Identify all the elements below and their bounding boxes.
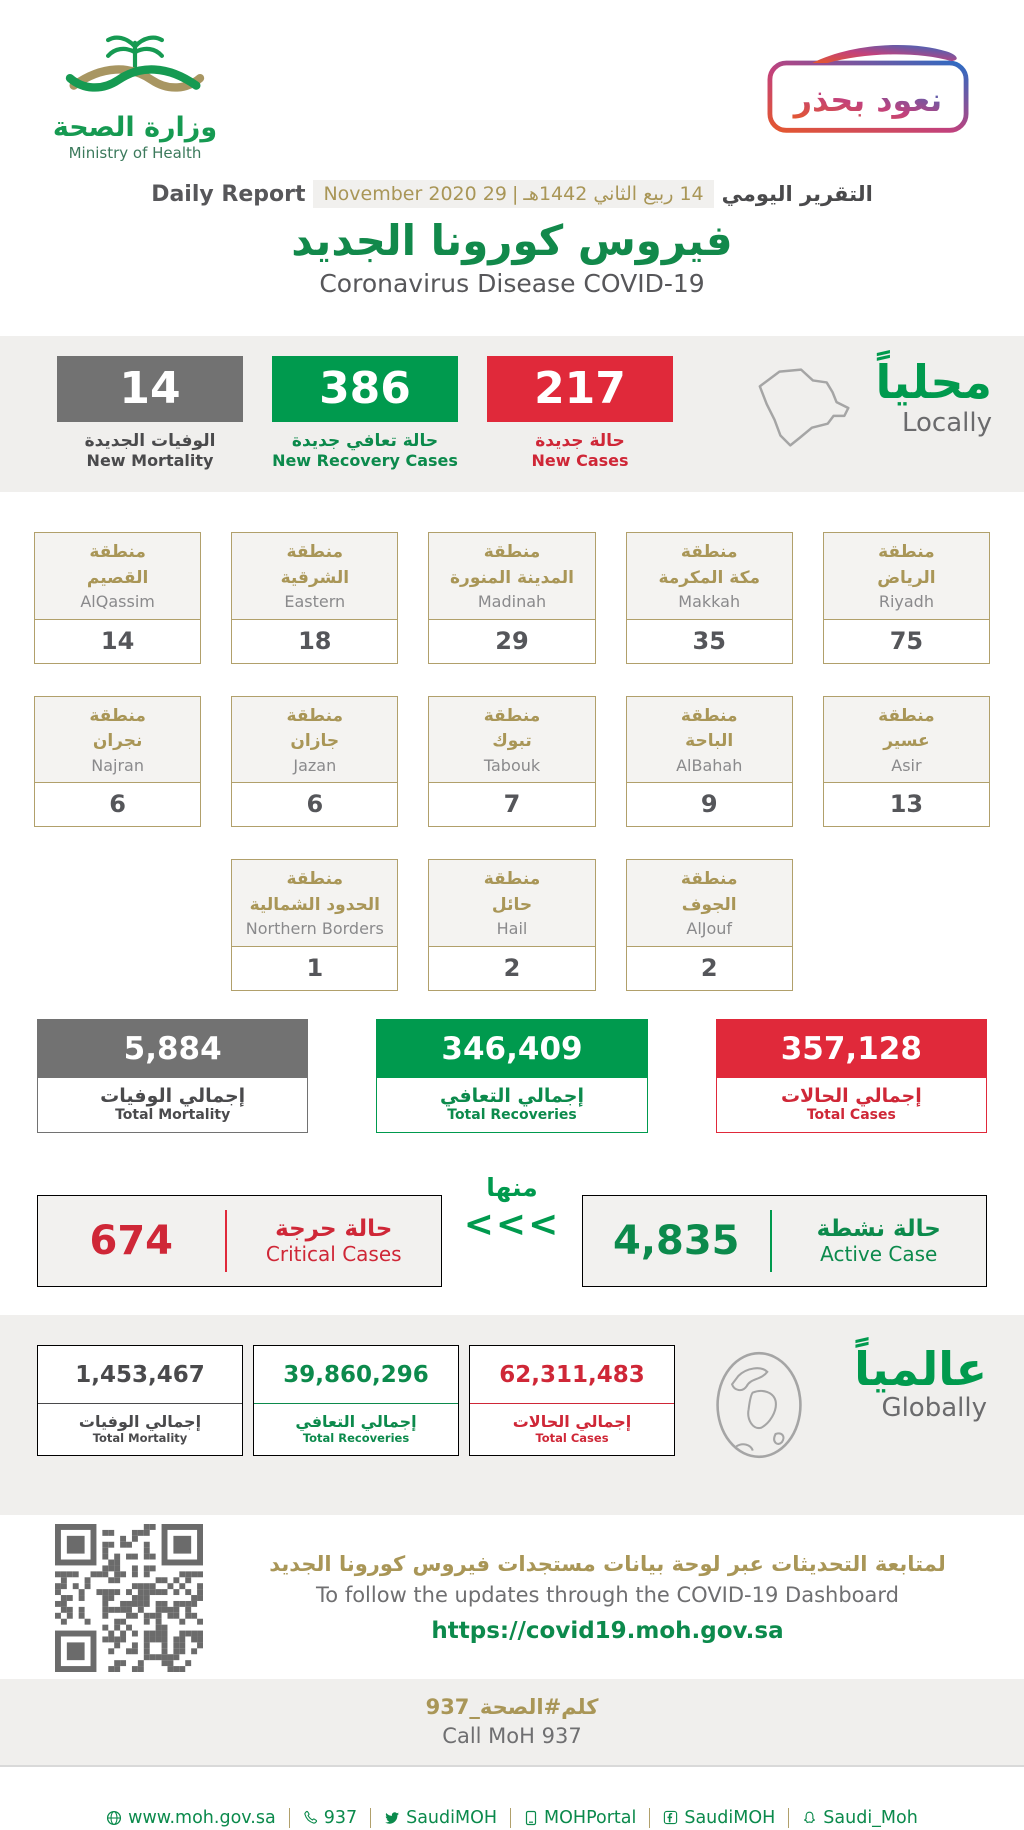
logo-text-ar: وزارة الصحة [52,112,218,143]
of-which-indicator [464,1173,561,1249]
new-cases-value: 217 [487,356,673,422]
globally-title-en: Globally [881,1393,987,1424]
region-prefix: منطقة [483,705,541,726]
new-recovery-value: 386 [272,356,458,422]
footer [0,1766,1024,1830]
region-value: 13 [824,783,989,826]
globe-icon [707,1347,811,1467]
region-value: 35 [627,620,792,663]
report-date [313,180,713,208]
bottom-divider [0,1765,1024,1767]
page-title-ar: فيروس كورونا الجديد [291,216,733,265]
moh-logo [50,28,220,162]
region-value: 6 [232,783,397,826]
footer-link-twitter[interactable]: SaudiMOH [371,1808,511,1828]
dashboard-note-ar: لمتابعة التحديثات عبر لوحة بيانات مستجدات فيروس كورونا الجديد [269,1551,946,1576]
critical-cases-box [37,1195,442,1287]
region-name-en: Madinah [477,592,547,611]
total-cases-box [716,1019,987,1133]
new-mortality-label-en: New Mortality [86,451,214,470]
total-mortality-label-ar: إجمالي الوفيات [100,1084,246,1107]
region-prefix: منطقة [483,869,541,890]
global-cases-label-ar: إجمالي الحالات [512,1411,632,1431]
call-section [0,1679,1024,1766]
active-cases-label-en: Active Case [820,1241,938,1266]
region-prefix: منطقة [483,542,541,562]
critical-cases-label-ar: حالة حرجة [275,1215,393,1242]
dashboard-note-en: To follow the updates through the COVID-19 Dashboard [316,1582,899,1607]
active-cases-label-ar: حالة نشطة [816,1215,941,1242]
critical-cases-value: 674 [89,1217,173,1264]
global-recoveries-label-en: Total Recoveries [302,1430,410,1445]
locally-block [748,356,992,460]
regions-row-1 [34,532,990,664]
total-mortality-box [37,1019,308,1133]
region-card-makkah [626,532,793,664]
region-value: 29 [429,620,594,663]
new-cases-label-en: New Cases [531,451,629,470]
twitter-icon [384,1810,400,1826]
badge-icon [762,38,974,138]
region-value: 2 [429,947,594,990]
summary-row [37,1173,987,1287]
region-prefix: منطقة [286,542,344,562]
region-card-alqassim [34,532,201,664]
total-mortality-value: 5,884 [38,1020,307,1078]
date-hijri: 14 ربيع الثاني 1442هـ [523,183,704,205]
global-recoveries-label-ar: إجمالي التعافي [295,1411,417,1431]
region-prefix: منطقة [286,869,344,890]
region-card-albahah [626,696,793,828]
region-prefix: منطقة [680,869,738,890]
region-name-ar: تبوك [492,731,532,752]
region-name-en: AlBahah [676,755,743,775]
region-name-en: Eastern [284,592,346,611]
region-prefix: منطقة [878,705,935,726]
regions-row-2 [34,696,990,828]
region-card-northern-borders [231,859,398,991]
local-section [0,336,1024,492]
region-card-najran [34,696,201,828]
region-name-en: Jazan [293,755,337,775]
qr-code [55,1524,203,1672]
region-value: 14 [35,620,200,663]
return-with-caution-badge [762,38,974,142]
region-value: 7 [429,783,594,826]
date-gregorian: 29 November 2020 [323,183,507,205]
region-value: 75 [824,620,989,663]
region-name-ar: المدينة المنورة [450,567,575,588]
global-mortality-label-ar: إجمالي الوفيات [78,1411,202,1431]
snapchat-icon [802,1810,817,1826]
global-mortality-label-en: Total Mortality [92,1430,188,1445]
date-separator: | [511,183,519,205]
header [0,0,1024,180]
regions-grid [0,492,1024,991]
region-name-ar: الحدود الشمالية [249,894,381,915]
totals-section [37,1019,987,1133]
region-prefix: منطقة [89,705,146,726]
region-name-en: Riyadh [878,592,934,611]
global-cases-value: 62,311,483 [470,1346,674,1404]
dashboard-url-link[interactable]: https://covid19.moh.gov.sa [431,1617,784,1644]
global-section [0,1315,1024,1515]
region-name-en: AlQassim [80,592,155,611]
region-value: 9 [627,783,792,826]
region-name-en: Hail [496,919,528,939]
locally-title [875,355,992,439]
region-name-en: Tabouk [483,755,541,775]
region-card-riyadh [823,532,990,664]
region-prefix: منطقة [878,542,935,562]
region-card-jazan [231,696,398,828]
locally-title-ar: محلياً [875,355,992,409]
date-row [0,178,1024,210]
footer-link-snapchat[interactable]: Saudi_Moh [789,1808,931,1828]
region-card-madinah [428,532,595,664]
region-value: 1 [232,947,397,990]
region-value: 2 [627,947,792,990]
region-prefix: منطقة [680,542,738,562]
region-name-ar: عسير [883,731,930,752]
region-name-ar: نجران [92,731,143,752]
region-name-ar: القصيم [86,567,149,588]
region-name-ar: مكة المكرمة [658,567,760,588]
new-mortality-label-ar: الوفيات الجديدة [84,431,216,451]
global-recoveries-box [253,1345,459,1456]
region-card-tabouk [428,696,595,828]
total-recoveries-value: 346,409 [377,1020,646,1078]
global-cases-box [469,1345,675,1456]
globe-icon [106,1810,122,1826]
footer-link-mohportal[interactable]: MOHPortal [511,1808,650,1828]
total-recoveries-box [376,1019,647,1133]
page-title-en: Coronavirus Disease COVID-19 [319,269,705,298]
region-value: 6 [35,783,200,826]
globally-title-ar: عالمياً [854,1341,987,1396]
new-recovery-stat [272,356,458,470]
region-card-asir [823,696,990,828]
moh-logo-icon [60,28,210,106]
phone-icon [303,1810,318,1825]
new-recovery-label-ar: حالة تعافي جديدة [291,431,439,451]
region-name-en: Makkah [678,592,741,611]
new-mortality-value: 14 [57,356,243,422]
new-cases-stat [487,356,673,470]
region-card-hail [428,859,595,991]
region-prefix: منطقة [680,705,738,726]
region-prefix: منطقة [286,705,344,726]
global-mortality-box [37,1345,243,1456]
total-recoveries-label-ar: إجمالي التعافي [440,1084,584,1107]
global-recoveries-value: 39,860,296 [254,1346,458,1404]
new-cases-label-ar: حالة جديدة [535,431,625,451]
regions-row-3 [34,859,990,991]
region-name-ar: حائل [491,894,533,915]
region-name-ar: الرياض [877,567,936,588]
footer-link-call-937[interactable]: 937 [290,1808,371,1828]
region-name-en: AlJouf [686,919,733,939]
of-which-label-ar: منها [486,1172,538,1202]
region-card-eastern [231,532,398,664]
global-cases-label-en: Total Cases [535,1430,609,1445]
region-value: 18 [232,620,397,663]
total-mortality-label-en: Total Mortality [115,1106,231,1123]
globally-title [854,1341,987,1424]
total-cases-value: 357,128 [717,1020,986,1078]
total-cases-label-en: Total Cases [806,1106,896,1123]
new-recovery-label-en: New Recovery Cases [272,451,458,470]
new-mortality-stat [57,356,243,470]
daily-report-ar: التقرير اليومي [721,182,873,206]
app-icon [524,1810,538,1826]
facebook-icon [663,1810,678,1825]
global-mortality-value: 1,453,467 [38,1346,242,1404]
call-hashtag-ar: كلم#الصحة_937 [425,1694,599,1719]
region-name-ar: الشرقية [280,567,350,588]
dashboard-section [0,1515,1024,1673]
region-card-aljouf [626,859,793,991]
critical-cases-label-en: Critical Cases [265,1241,402,1266]
region-name-en: Northern Borders [245,919,384,939]
active-cases-box [582,1195,987,1287]
call-label-en: Call MoH 937 [442,1723,582,1748]
total-recoveries-label-en: Total Recoveries [447,1106,577,1123]
active-cases-value: 4,835 [612,1217,740,1264]
region-name-en: Asir [891,755,922,775]
daily-report-en: Daily Report [151,181,306,207]
region-name-ar: الجوف [681,894,737,915]
region-prefix: منطقة [89,542,146,562]
region-name-ar: جازان [290,731,340,752]
footer-link-website[interactable]: www.moh.gov.sa [93,1808,290,1828]
badge-text: نعود بحذر [793,83,943,120]
total-cases-label-ar: إجمالي الحالات [780,1084,922,1107]
region-name-en: Najran [91,755,144,775]
chevrons-icon: <<< [463,1203,561,1245]
logo-text-en: Ministry of Health [68,144,202,162]
footer-link-facebook[interactable]: SaudiMOH [650,1808,789,1828]
locally-title-en: Locally [902,408,992,439]
saudi-map-icon [748,356,866,460]
region-name-ar: الباحة [685,731,734,752]
